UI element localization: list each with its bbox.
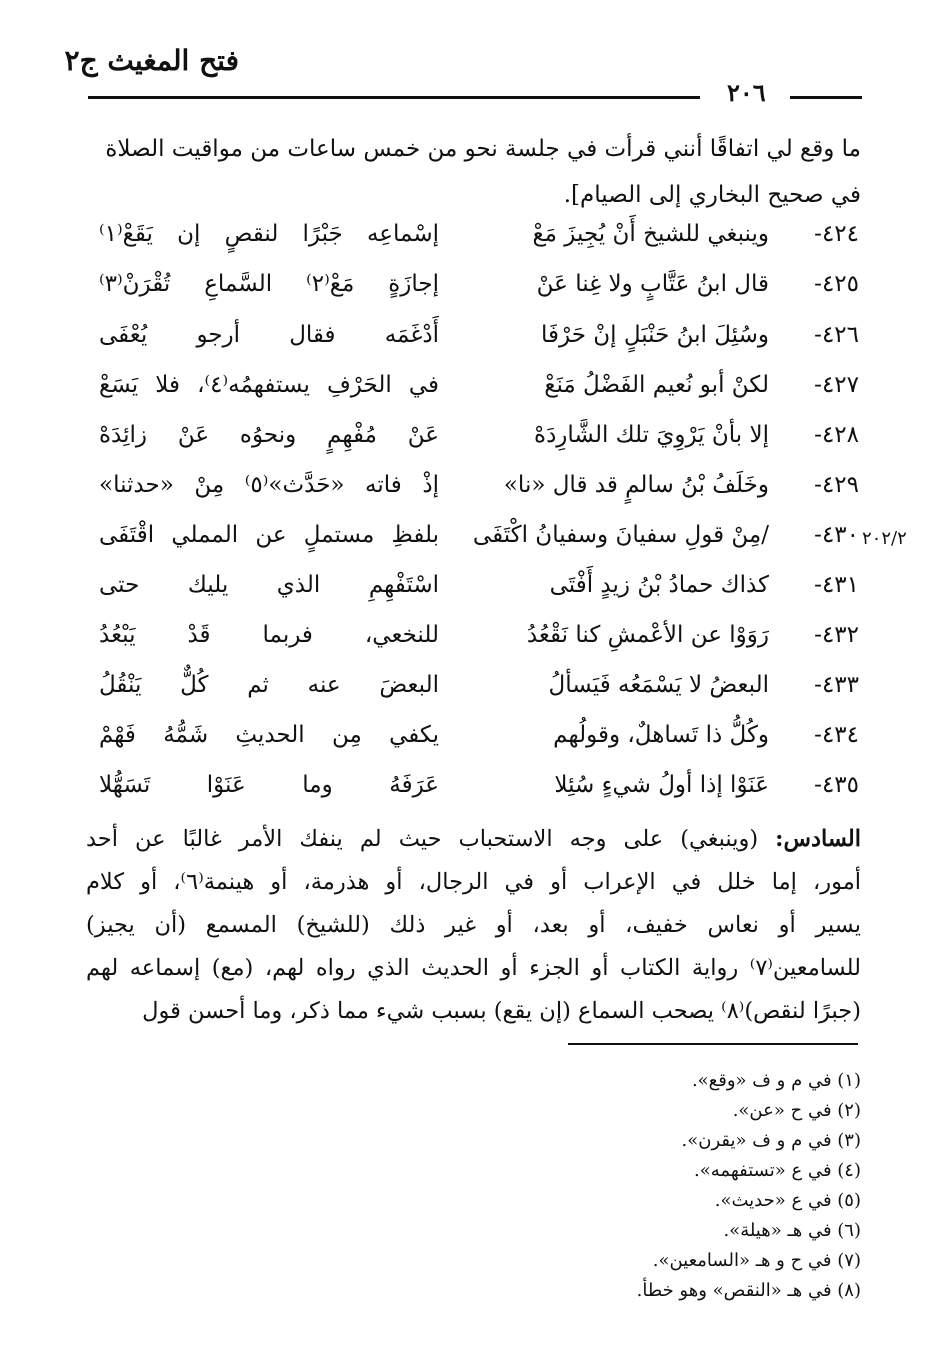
verse-second-hemistich: البعضَ عنه ثم كُلٌّ يَنْقُلُ (99, 672, 439, 698)
commentary-line: (جبرًا لنقص)⁽٨⁾ يصحب السماع (إن يقع) بسبب شيء مما ذكر، وما أحسن قول (142, 998, 861, 1024)
verse-second-hemistich: إجازَةٍ مَعْ⁽٢⁾ السَّماعِ تُقْرَنْ⁽٣⁾ (99, 271, 440, 297)
verse-second-hemistich: أَدْغَمَه فقال أرجو يُعْفَى (99, 322, 439, 348)
footnote: (٤) في ع «تستفهمه». (694, 1160, 861, 1181)
verse-row (0, 472, 939, 522)
verse-first-hemistich: قال ابنُ عَتَّابٍ ولا غِنا عَنْ (536, 271, 769, 297)
verse-second-hemistich: إذْ فاته «حَدَّث»⁽٥⁾ مِنْ «حدثنا» (99, 472, 439, 498)
verse-first-hemistich: البعضُ لا يَسْمَعُه فَيَسألُ (548, 672, 769, 698)
verse-first-hemistich: وسُئِلَ ابنُ حَنْبَلٍ إنْ حَرْفَا (541, 322, 769, 348)
header-rule (88, 96, 700, 99)
verse-row (0, 722, 939, 772)
verse-first-hemistich: عَنَوْا إذا أولُ شيءٍ سُئِلا (554, 772, 769, 798)
footnote: (٣) في م و ف «يقرن». (681, 1130, 861, 1151)
commentary-line: أمور، إما خلل في الإعراب أو في الرجال، أو هذرمة، أو هينمة⁽٦⁾، أو كلام (86, 869, 861, 895)
verse-row (0, 372, 939, 422)
verse-row (0, 772, 939, 822)
verse-second-hemistich: بلفظِ مستملٍ عن المملي اقْتَفَى (99, 522, 439, 548)
header-rule-short (790, 96, 862, 99)
verse-second-hemistich: إسْماعِه جَبْرًا لنقصٍ إن يَقَعْ⁽١⁾ (99, 221, 439, 247)
verse-first-hemistich: لكنْ أبو نُعيم الفَضْلُ مَنَعْ (544, 372, 769, 398)
verse-row (0, 522, 939, 572)
margin-reference: ٢٠٢/٢ (862, 528, 907, 549)
commentary-text: (وينبغي) على وجه الاستحباب حيث لم ينفك الأمر غالبًا عن أحد (86, 826, 759, 852)
verse-first-hemistich: إلا بأنْ يَرْوِيَ تلك الشَّارِدَهْ (534, 422, 769, 448)
footnote: (٨) في هـ «النقص» وهو خطأ. (636, 1280, 861, 1301)
verse-row (0, 572, 939, 622)
verse-number: ٤٣٥- (814, 772, 859, 798)
commentary-line: يسير أو نعاس خفيف، أو بعد، أو غير ذلك (للشيخ) المسمع (أن يجيز) (86, 912, 861, 938)
footnotes (361, 1066, 861, 1306)
verse-second-hemistich: اسْتَفْهِمِ الذي يليك حتى (99, 572, 439, 598)
footnote: (٥) في ع «حديث». (714, 1190, 861, 1211)
footnote: (١) في م و ف «وقع». (691, 1070, 861, 1091)
verse-row (0, 672, 939, 722)
verse-number: ٤٣٣- (814, 672, 859, 698)
commentary-line: للسامعين⁽٧⁾ رواية الكتاب أو الجزء أو الحديث الذي رواه لهم، (مع) إسماعه لهم (86, 955, 861, 981)
verse-row (0, 422, 939, 472)
verse-row (0, 221, 939, 271)
intro-paragraph-line-2: في صحيح البخاري إلى الصيام]. (563, 182, 861, 208)
verse-first-hemistich: وخَلَفُ بْنُ سالمٍ قد قال «نا» (503, 472, 769, 498)
intro-paragraph-line-1: ما وقع لي اتفاقًا أنني قرأت في جلسة نحو من خمس ساعات من مواقيت الصلاة (105, 136, 861, 162)
verse-row (0, 271, 939, 321)
commentary-paragraph (86, 818, 861, 1033)
verse-number: ٤٣١- (814, 572, 859, 598)
verse-second-hemistich: عَنْ مُفْهِمٍ ونحوُه عَنْ زائِدَهْ (99, 422, 439, 448)
verse-second-hemistich: للنخعي، فربما قَدْ يَبْعُدُ (99, 622, 439, 648)
page-number: ٢٠٦ (727, 78, 766, 107)
verse-second-hemistich: عَرَفَهُ وما عَنَوْا تَسَهُّلا (99, 772, 439, 798)
verse-first-hemistich: وينبغي للشيخ أَنْ يُجِيزَ مَعْ (532, 221, 769, 247)
verse-number: ٤٣٠- (814, 522, 859, 548)
verse-number: ٤٣٤- (814, 722, 859, 748)
verse-second-hemistich: يكفي مِن الحديثِ شَمُّهُ فَهْمْ (99, 722, 439, 748)
footnote: (٢) في ح «عن». (732, 1100, 861, 1121)
verse-number: ٤٢٧- (814, 372, 859, 398)
verse-first-hemistich: رَوَوْا عن الأعْمشِ كنا نَقْعُدُ (526, 622, 769, 648)
verse-number: ٤٢٤- (814, 221, 859, 247)
verse-first-hemistich: وكُلُّ ذا تَساهلٌ، وقولُهم (553, 722, 769, 748)
footnote: (٦) في هـ «هيلة». (723, 1220, 861, 1241)
verse-row (0, 622, 939, 672)
verse-number: ٤٢٨- (814, 422, 859, 448)
section-keyword: السادس: (775, 826, 861, 852)
verse-number: ٤٢٥- (814, 271, 859, 297)
verse-number: ٤٣٢- (814, 622, 859, 648)
running-header-title: فتح المغيث ج٢ (64, 44, 239, 77)
footnote: (٧) في ح و هـ «السامعين». (652, 1250, 861, 1271)
verse-first-hemistich: كذاك حمادُ بْنُ زيدٍ أَفْتَى (549, 572, 769, 598)
commentary-line (86, 818, 861, 861)
verse-first-hemistich: /مِنْ قولِ سفيانَ وسفيانُ اكْتَفَى (472, 522, 769, 548)
verse-number: ٤٢٦- (814, 322, 859, 348)
footnote-separator (568, 1043, 858, 1045)
verse-row (0, 322, 939, 372)
verse-number: ٤٢٩- (814, 472, 859, 498)
verse-second-hemistich: في الحَرْفِ يستفهمُه⁽٤⁾، فلا يَسَعْ (99, 372, 439, 398)
